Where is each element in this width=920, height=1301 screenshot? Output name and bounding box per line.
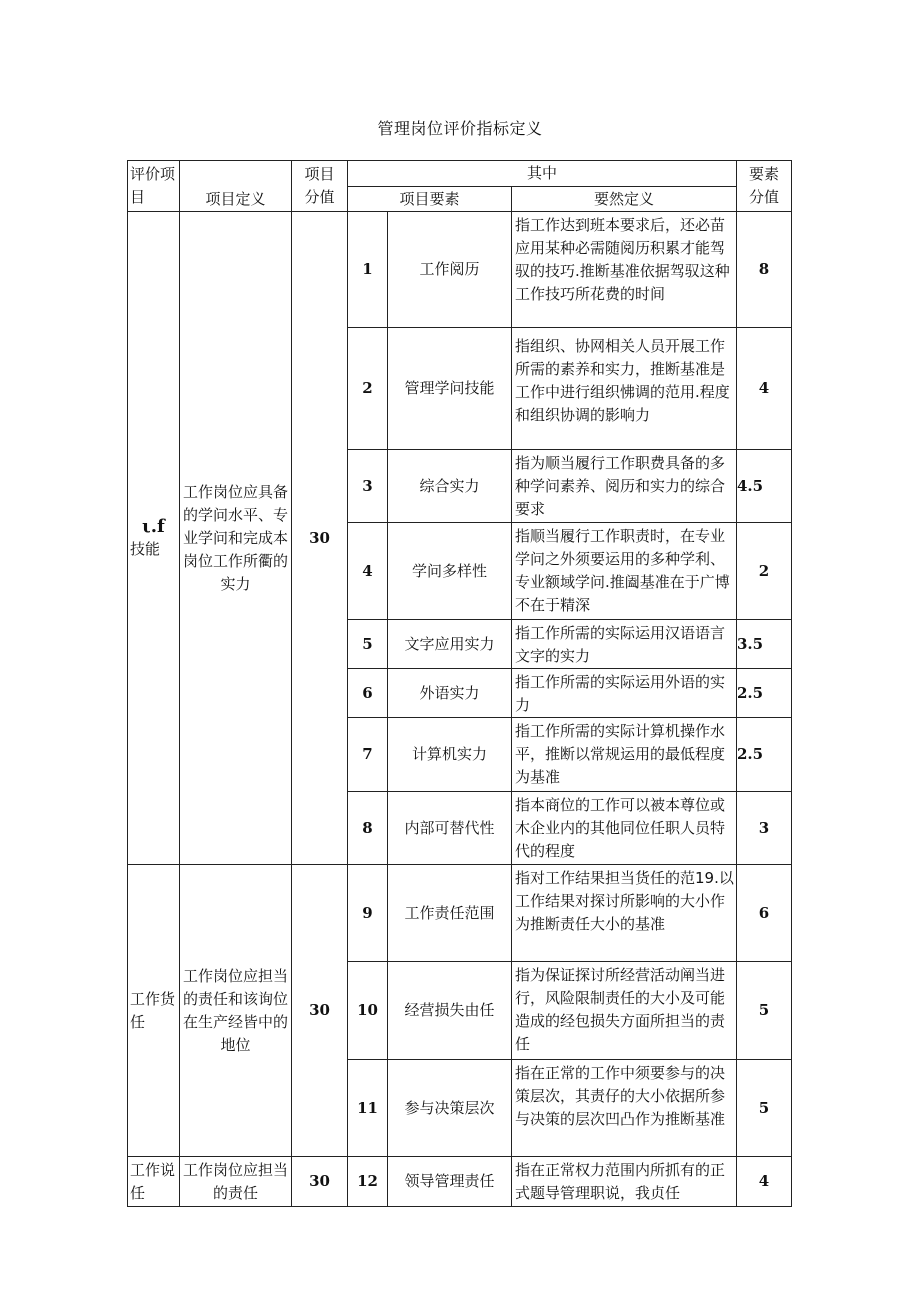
row-number: 9 (348, 865, 388, 962)
category-cell: ι.f 技能 (128, 212, 180, 865)
category-definition: 工作岗位应担当的责任和该询位在生产经皆中的地位 (180, 865, 292, 1157)
element-score: 4 (737, 328, 792, 450)
element-score: 2.5 (737, 669, 792, 718)
element-name: 外语实力 (388, 669, 512, 718)
element-definition: 指为保证探讨所经营活动阐当进行，风险限制责任的大小及可能造成的经包损失方面所担当的责任 (512, 962, 737, 1060)
table-row (128, 865, 792, 962)
row-number: 1 (348, 212, 388, 328)
row-number: 2 (348, 328, 388, 450)
row-number: 4 (348, 523, 388, 620)
header-element-score: 要素 分值 (737, 161, 792, 212)
element-name: 学问多样性 (388, 523, 512, 620)
row-number: 11 (348, 1060, 388, 1157)
element-name: 文字应用实力 (388, 620, 512, 669)
element-name: 工作阅历 (388, 212, 512, 328)
header-eval-item: 评价项 目 (128, 161, 180, 212)
element-definition: 指工作所需的实际运用外语的实力 (512, 669, 737, 718)
category-cell: 工作货任 (128, 865, 180, 1157)
header-among: 其中 (348, 161, 737, 187)
element-definition: 指对工作结果担当货任的范19.以工作结果对探讨所影响的大小作为推断责任大小的基准 (512, 865, 737, 962)
element-definition: 指工作所需的实际运用汉语语言文字的实力 (512, 620, 737, 669)
row-number: 10 (348, 962, 388, 1060)
header-item-score: 项目 分值 (292, 161, 348, 212)
category-score: 30 (292, 1157, 348, 1207)
row-number: 8 (348, 792, 388, 865)
element-score: 5 (737, 1060, 792, 1157)
element-definition: 指组织、协网相关人员开展工作所需的素养和实力，推断基准是工作中进行组织怫调的范用.程度和组织协调的影响力 (512, 328, 737, 450)
element-name: 领导管理责任 (388, 1157, 512, 1207)
element-definition: 指在正常权力范围内所抓有的正式题导管理职说，我贞任 (512, 1157, 737, 1207)
category-definition: 工作岗位应具备的学问水平、专业学问和完成本岗位工作所衢的实力 (180, 212, 292, 865)
category-cell: 工作说任 (128, 1157, 180, 1207)
element-definition: 指工作达到班本要求后，还必苗应用某种必需随阅历积累才能驾驭的技巧.推断基准依据驾驭这种工作技巧所花费的时间 (512, 212, 737, 328)
category-score: 30 (292, 865, 348, 1157)
element-name: 计算机实力 (388, 718, 512, 792)
element-name: 经营损失由任 (388, 962, 512, 1060)
page-title: 管理岗位评价指标定义 (377, 119, 543, 138)
element-score: 4.5 (737, 450, 792, 523)
row-number: 7 (348, 718, 388, 792)
category-glyph: ι.f (142, 516, 165, 537)
category-definition: 工作岗位应担当的责任 (180, 1157, 292, 1207)
row-number: 6 (348, 669, 388, 718)
element-score: 3.5 (737, 620, 792, 669)
element-score: 4 (737, 1157, 792, 1207)
element-score: 3 (737, 792, 792, 865)
element-score: 2.5 (737, 718, 792, 792)
element-definition: 指本商位的工作可以被本尊位或木企业内的其他同位任职人员特代的程度 (512, 792, 737, 865)
element-definition: 指在正常的工作中须要参与的决策层次，其责仔的大小依据所参与决策的层次凹凸作为推断基准 (512, 1060, 737, 1157)
element-score: 5 (737, 962, 792, 1060)
row-number: 5 (348, 620, 388, 669)
element-name: 工作责任范围 (388, 865, 512, 962)
element-name: 内部可替代性 (388, 792, 512, 865)
element-definition: 指为顺当履行工作职费具备的多种学问素养、阅历和实力的综合要求 (512, 450, 737, 523)
element-score: 2 (737, 523, 792, 620)
element-definition: 指顺当履行工作职责时，在专业学问之外须要运用的多种学利、专业额域学问.推阖基准在于广博不在于精深 (512, 523, 737, 620)
category-score: 30 (292, 212, 348, 865)
row-number: 3 (348, 450, 388, 523)
header-elements: 项目要素 (348, 187, 512, 212)
table-row (128, 1157, 792, 1207)
table-row (128, 212, 792, 328)
element-score: 6 (737, 865, 792, 962)
header-item-def: 项目定义 (180, 161, 292, 212)
element-score: 8 (737, 212, 792, 328)
element-name: 综合实力 (388, 450, 512, 523)
evaluation-table (127, 160, 792, 1207)
element-name: 管理学问技能 (388, 328, 512, 450)
row-number: 12 (348, 1157, 388, 1207)
element-name: 参与决策层次 (388, 1060, 512, 1157)
element-definition: 指工作所需的实际计算机操作水平，推断以常规运用的最低程度为基准 (512, 718, 737, 792)
header-element-def: 要然定义 (512, 187, 737, 212)
